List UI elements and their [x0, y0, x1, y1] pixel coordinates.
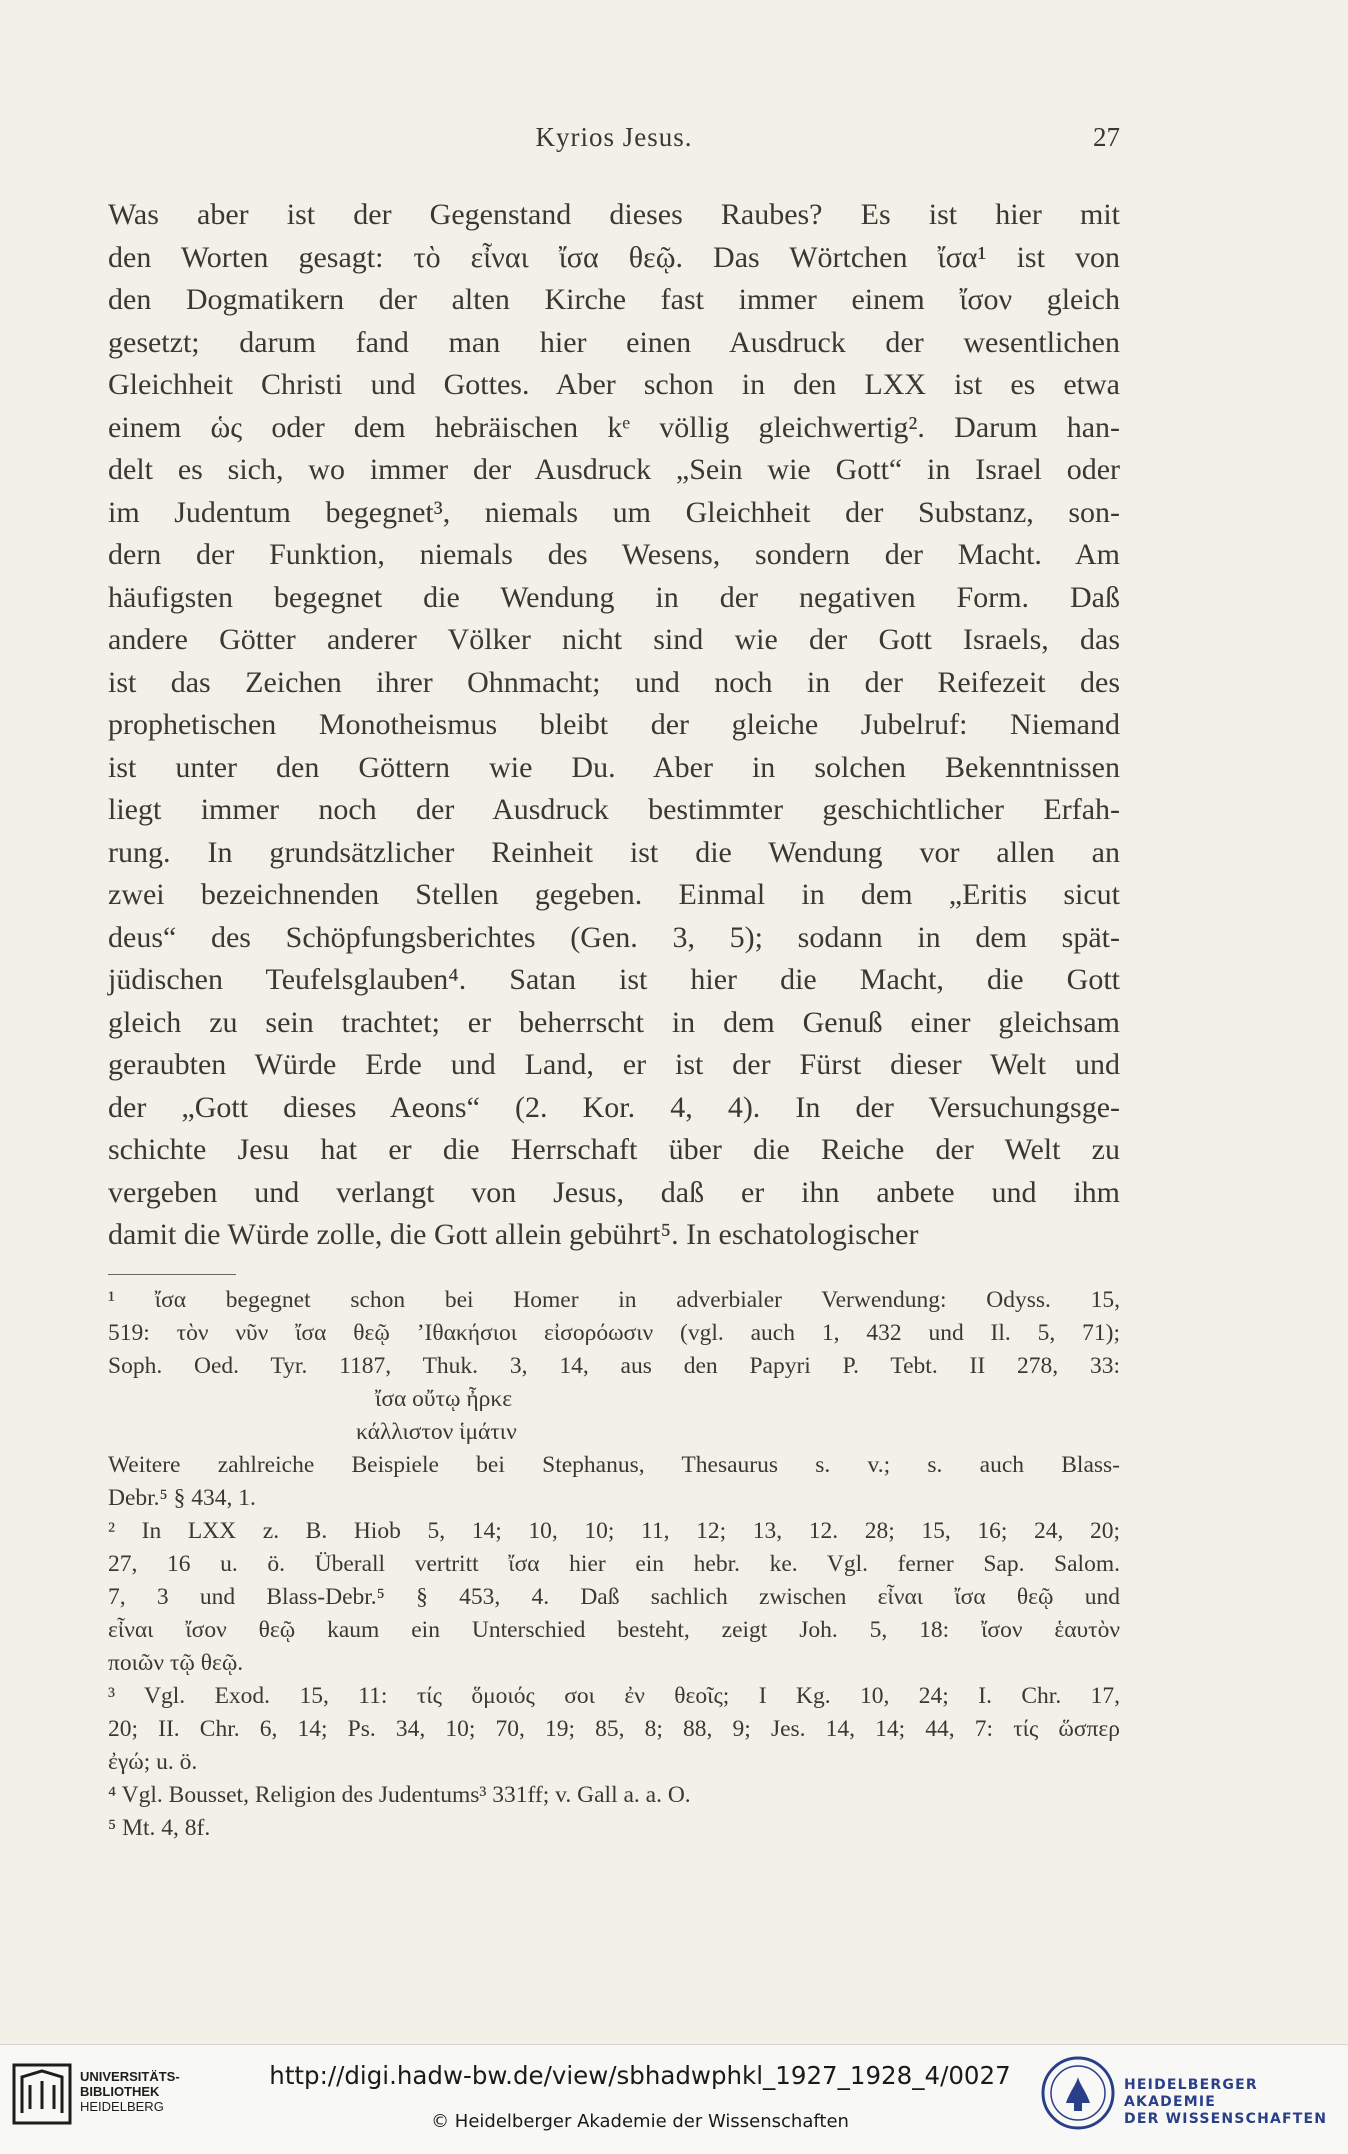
- body-line: gesetzt; darum fand man hier einen Ausdruck der wesentlichen: [108, 325, 1120, 359]
- body-line: rung. In grundsätzlicher Reinheit ist die Wendung vor allen an: [108, 835, 1120, 869]
- footnote-line: Debr.⁵ § 434, 1.: [108, 1485, 256, 1511]
- body-line: den Dogmatikern der alten Kirche fast immer einem ἴσον gleich: [108, 283, 1120, 316]
- running-head: [108, 122, 1120, 158]
- library-name-line: UNIVERSITÄTS-: [80, 2069, 180, 2084]
- footnote-line: ἐγώ; u. ö.: [108, 1749, 198, 1775]
- permalink-url[interactable]: http://digi.hadw-bw.de/view/sbhadwphkl_1927_1928_4/0027: [269, 2061, 1011, 2090]
- footnote-quote-line: ἴσα οὔτῳ ἦρκε: [375, 1386, 513, 1412]
- footnote-line: 519: τὸν νῦν ἴσα θεῷ ’Ιθακήσιοι εἰσορόωσιν (vgl. auch 1, 432 und Il. 5, 71);: [108, 1320, 1120, 1346]
- body-line: prophetischen Monotheismus bleibt der gleiche Jubelruf: Niemand: [108, 708, 1120, 741]
- body-line: im Judentum begegnet³, niemals um Gleichheit der Substanz, son-: [108, 495, 1120, 529]
- academy-name-line: DER WISSENSCHAFTEN: [1124, 2111, 1328, 2127]
- copyright-notice: © Heidelberger Akademie der Wissenschaften: [431, 2111, 849, 2132]
- body-line: zwei bezeichnenden Stellen gegeben. Einmal in dem „Eritis sicut: [108, 878, 1120, 911]
- body-line: den Worten gesagt: τὸ εἶναι ἴσα θεῷ. Das Wörtchen ἴσα¹ ist von: [108, 240, 1120, 274]
- body-line: schichte Jesu hat er die Herrschaft über die Reiche der Welt zu: [108, 1133, 1120, 1166]
- body-line: geraubten Würde Erde und Land, er ist der Fürst dieser Welt und: [108, 1048, 1120, 1081]
- footnote-line: εἶναι ἴσον θεῷ kaum ein Unterschied besteht, zeigt Joh. 5, 18: ἴσον ἑαυτὸν: [108, 1617, 1120, 1643]
- footnote-quote-line: κάλλιστον ἱμάτιν: [356, 1419, 517, 1445]
- academy-seal-icon: [1040, 2055, 1116, 2131]
- footnote-line: ⁵ Mt. 4, 8f.: [108, 1815, 211, 1841]
- footnote-line: Soph. Oed. Tyr. 1187, Thuk. 3, 14, aus den Papyri P. Tebt. II 278, 33:: [108, 1353, 1120, 1379]
- viewer-footer: [0, 2044, 1348, 2154]
- body-line: ist das Zeichen ihrer Ohnmacht; und noch in der Reifezeit des: [108, 665, 1120, 699]
- footnote-line: ποιῶν τῷ θεῷ.: [108, 1650, 244, 1676]
- footnote-line: ¹ ἴσα begegnet schon bei Homer in adverbialer Verwendung: Odyss. 15,: [108, 1287, 1120, 1313]
- body-line: deus“ des Schöpfungsberichtes (Gen. 3, 5); sodann in dem spät-: [108, 920, 1120, 954]
- body-line: damit die Würde zolle, die Gott allein gebührt⁵. In eschatologischer: [108, 1218, 919, 1251]
- footnote-line: ² In LXX z. B. Hiob 5, 14; 10, 10; 11, 12; 13, 12. 28; 15, 16; 24, 20;: [108, 1518, 1120, 1544]
- footnote-line: 20; II. Chr. 6, 14; Ps. 34, 10; 70, 19; 85, 8; 88, 9; Jes. 14, 14; 44, 7: τίς ὥσπερ: [108, 1716, 1120, 1742]
- body-line: ist unter den Göttern wie Du. Aber in solchen Bekenntnissen: [108, 750, 1120, 784]
- footnote-divider: [108, 1274, 236, 1275]
- footnote-line: ³ Vgl. Exod. 15, 11: τίς ὅμοιός σοι ἐν θεοῖς; I Kg. 10, 24; I. Chr. 17,: [108, 1683, 1120, 1709]
- footnote-line: 7, 3 und Blass-Debr.⁵ § 453, 4. Daß sachlich zwischen εἶναι ἴσα θεῷ und: [108, 1584, 1120, 1610]
- body-line: einem ὡς oder dem hebräischen kᵉ völlig gleichwertig². Darum han-: [108, 410, 1120, 444]
- body-line: Gleichheit Christi und Gottes. Aber schon in den LXX ist es etwa: [108, 368, 1120, 401]
- footnote-line: 27, 16 u. ö. Überall vertritt ἴσα hier ein hebr. ke. Vgl. ferner Sap. Salom.: [108, 1551, 1120, 1577]
- body-line: jüdischen Teufelsglauben⁴. Satan ist hier die Macht, die Gott: [108, 963, 1120, 996]
- academy-name: [1124, 2077, 1348, 2128]
- university-library-name: [80, 2069, 180, 2114]
- body-line: vergeben und verlangt von Jesus, daß er ihn anbete und ihm: [108, 1175, 1120, 1209]
- body-line: andere Götter anderer Völker nicht sind wie der Gott Israels, das: [108, 623, 1120, 656]
- library-name-line: BIBLIOTHEK: [80, 2084, 160, 2099]
- footnotes: [108, 1284, 1120, 1845]
- university-library-logo-icon: [12, 2063, 72, 2125]
- running-title: Kyrios Jesus.: [535, 122, 693, 152]
- body-line: der „Gott dieses Aeons“ (2. Kor. 4, 4). In der Versuchungsge-: [108, 1090, 1120, 1124]
- body-line: dern der Funktion, niemals des Wesens, sondern der Macht. Am: [108, 538, 1120, 571]
- footnote-line: Weitere zahlreiche Beispiele bei Stephanus, Thesaurus s. v.; s. auch Blass-: [108, 1452, 1120, 1478]
- library-name-line: HEIDELBERG: [80, 2099, 164, 2114]
- body-line: gleich zu sein trachtet; er beherrscht in dem Genuß einer gleichsam: [108, 1005, 1120, 1039]
- academy-name-line: HEIDELBERGER AKADEMIE: [1124, 2077, 1258, 2110]
- body-line: liegt immer noch der Ausdruck bestimmter geschichtlicher Erfah-: [108, 793, 1120, 826]
- body-line: Was aber ist der Gegenstand dieses Raubes? Es ist hier mit: [108, 198, 1120, 231]
- body-line: häufigsten begegnet die Wendung in der negativen Form. Daß: [108, 580, 1120, 614]
- body-text: [108, 194, 1120, 1257]
- footnote-line: ⁴ Vgl. Bousset, Religion des Judentums³ 331ff; v. Gall a. a. O.: [108, 1782, 691, 1808]
- page-number: 27: [1093, 122, 1120, 152]
- body-line: delt es sich, wo immer der Ausdruck „Sein wie Gott“ in Israel oder: [108, 453, 1120, 486]
